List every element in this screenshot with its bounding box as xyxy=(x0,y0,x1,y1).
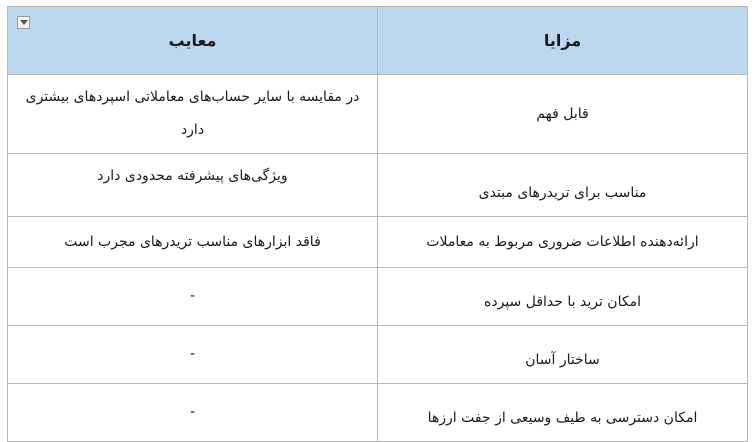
con-cell: - xyxy=(8,384,378,442)
pro-cell: ساختار آسان xyxy=(378,326,748,384)
table-row xyxy=(8,154,748,217)
table-row xyxy=(8,268,748,326)
con-cell: در مقایسه با سایر حساب‌های معاملاتی اسپردهای بیشتری دارد xyxy=(8,75,378,154)
table-header-row xyxy=(8,7,748,75)
header-cons: معایب xyxy=(8,7,378,75)
con-cell: فاقد ابزارهای مناسب تریدرهای مجرب است xyxy=(8,217,378,268)
table-row xyxy=(8,384,748,442)
header-pros: مزایا xyxy=(378,7,748,75)
pro-cell: امکان ترید با حداقل سپرده xyxy=(378,268,748,326)
table-row xyxy=(8,217,748,268)
table-row xyxy=(8,75,748,154)
con-cell: - xyxy=(8,326,378,384)
pro-cell: مناسب برای تریدرهای مبتدی xyxy=(378,154,748,217)
pro-cell: ارائه‌دهنده اطلاعات ضروری مربوط به معاملات xyxy=(378,217,748,268)
con-cell: ویژگی‌های پیشرفته محدودی دارد xyxy=(8,154,378,217)
pros-cons-table-container xyxy=(7,6,748,424)
pros-cons-table xyxy=(7,6,748,442)
dropdown-arrow-icon[interactable] xyxy=(17,16,30,29)
pro-cell: امکان دسترسی به طیف وسیعی از جفت ارزها xyxy=(378,384,748,442)
con-cell: - xyxy=(8,268,378,326)
pro-cell: قابل فهم xyxy=(378,75,748,154)
table-row xyxy=(8,326,748,384)
